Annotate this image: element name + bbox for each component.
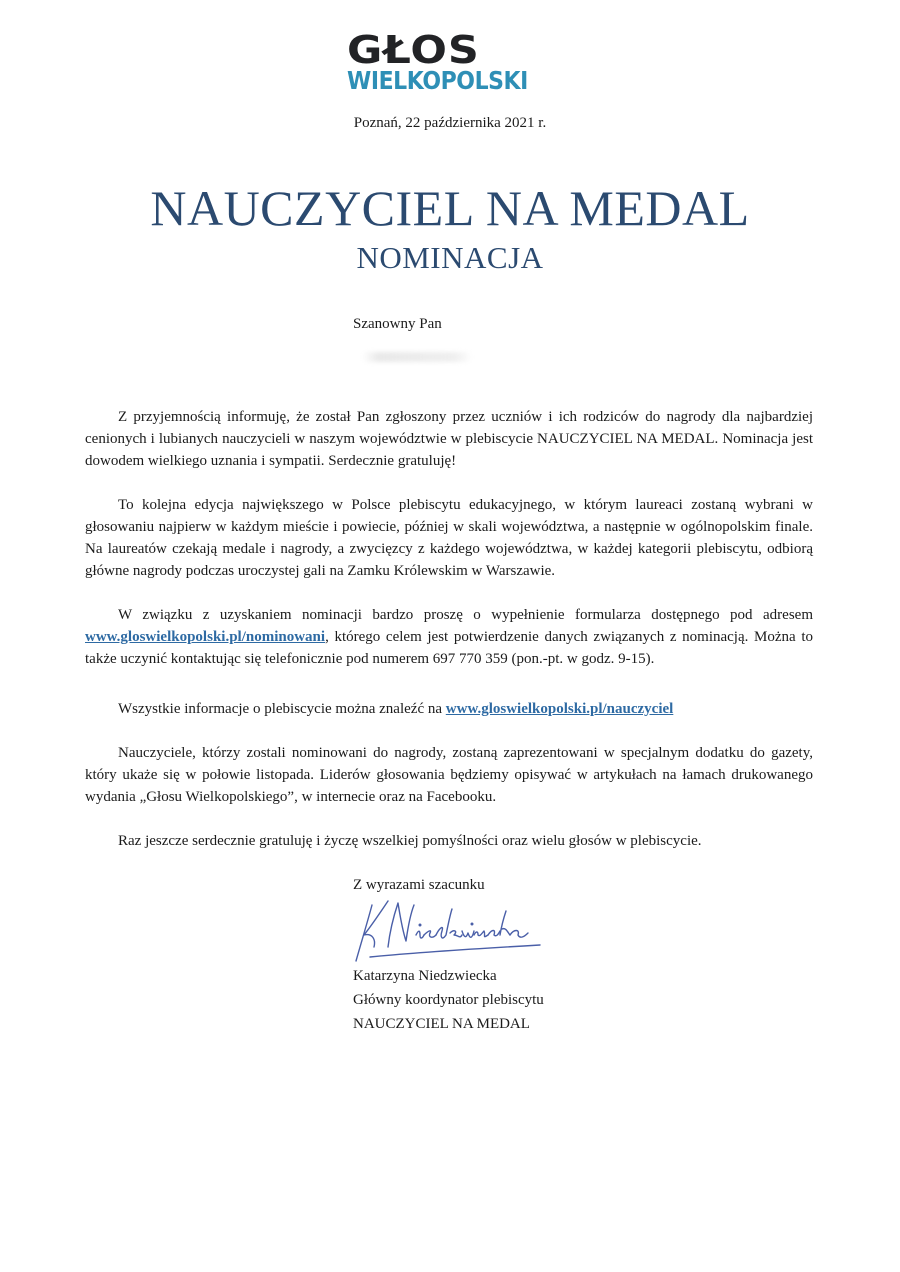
paragraph-3-before: W związku z uzyskaniem nominacji bardzo proszę o wypełnienie formularza dostępnego pod adresem — [118, 607, 813, 623]
paragraph-1-text: Z przyjemnością informuję, że został Pan zgłoszony przez uczniów i ich rodziców do nagrody dla najbardziej cenionych i lubianych nauczycieli w naszym województwie w plebiscycie NAUCZYCIEL NA MEDAL. Nominacja jest dowodem wielkiego uznania i sympatii. Serdecznie gratuluję! — [85, 409, 813, 469]
paragraph-5-text: Nauczyciele, którzy zostali nominowani do nagrody, zostaną zaprezentowani w specjalnym dodatku do gazety, który ukaże się w połowie listopada. Liderów głosowania będziemy opisywać w artykułach na łamach drukowanego wydania „Głosu Wielkopolskiego”, w internecie oraz na Facebooku. — [85, 745, 813, 805]
paragraph-2 — [85, 494, 813, 582]
paragraph-4 — [85, 698, 813, 720]
paragraph-1 — [85, 406, 813, 472]
nominowani-link[interactable]: www.gloswielkopolski.pl/nominowani — [85, 629, 326, 645]
paragraph-3 — [85, 604, 813, 670]
redacted-recipient-name — [362, 352, 472, 362]
newspaper-logo — [347, 27, 553, 95]
paragraph-6-text: Raz jeszcze serdecznie gratuluję i życzę wszelkiej pomyślności oraz wielu głosów w plebiscycie. — [118, 833, 702, 849]
paragraph-4-text — [85, 698, 813, 720]
paragraph-2-text: To kolejna edycja największego w Polsce plebiscytu edukacyjnego, w którym laureaci zostaną wybrani w głosowaniu najpierw w każdym mieście i powiecie, później w skali województwa, a następnie w ogólnopolskim finale. Na laureatów czekają medale i nagrody, a zwycięzcy z każdego województwa, w każdej kategorii plebiscytu, odbiorą główne nagrody podczas uroczystej gali na Zamku Królewskim w Warszawie. — [85, 497, 813, 579]
signer-role: Główny koordynator plebiscytu — [353, 992, 544, 1008]
salutation: Szanowny Pan — [353, 316, 442, 332]
signer-name: Katarzyna Niedzwiecka — [353, 968, 497, 984]
signer-block — [353, 964, 544, 1036]
logo-line-glos: GŁOS — [347, 27, 480, 73]
nauczyciel-link[interactable]: www.gloswielkopolski.pl/nauczyciel — [445, 701, 674, 717]
handwritten-signature — [350, 895, 550, 967]
paragraph-5 — [85, 742, 813, 808]
letter-date: Poznań, 22 października 2021 r. — [353, 115, 547, 131]
paragraph-4-before: Wszystkie informacje o plebiscycie można znaleźć na — [118, 701, 446, 717]
letter-title: NAUCZYCIEL NA MEDAL — [150, 180, 750, 236]
letter-subtitle: NOMINACJA — [356, 240, 544, 275]
logo-line-wielkopolski: WIELKOPOLSKI — [347, 66, 528, 95]
paragraph-3-after: , którego celem jest potwierdzenie danych związanych z nominacją. Można to także uczynić kontaktując się telefonicznie pod numerem 697 770 359 (pon.-pt. w godz. 9-15). — [85, 629, 813, 667]
signer-program: NAUCZYCIEL NA MEDAL — [353, 1016, 530, 1032]
closing-phrase: Z wyrazami szacunku — [353, 877, 485, 893]
paragraph-6 — [85, 830, 813, 852]
paragraph-3-text — [85, 604, 813, 670]
